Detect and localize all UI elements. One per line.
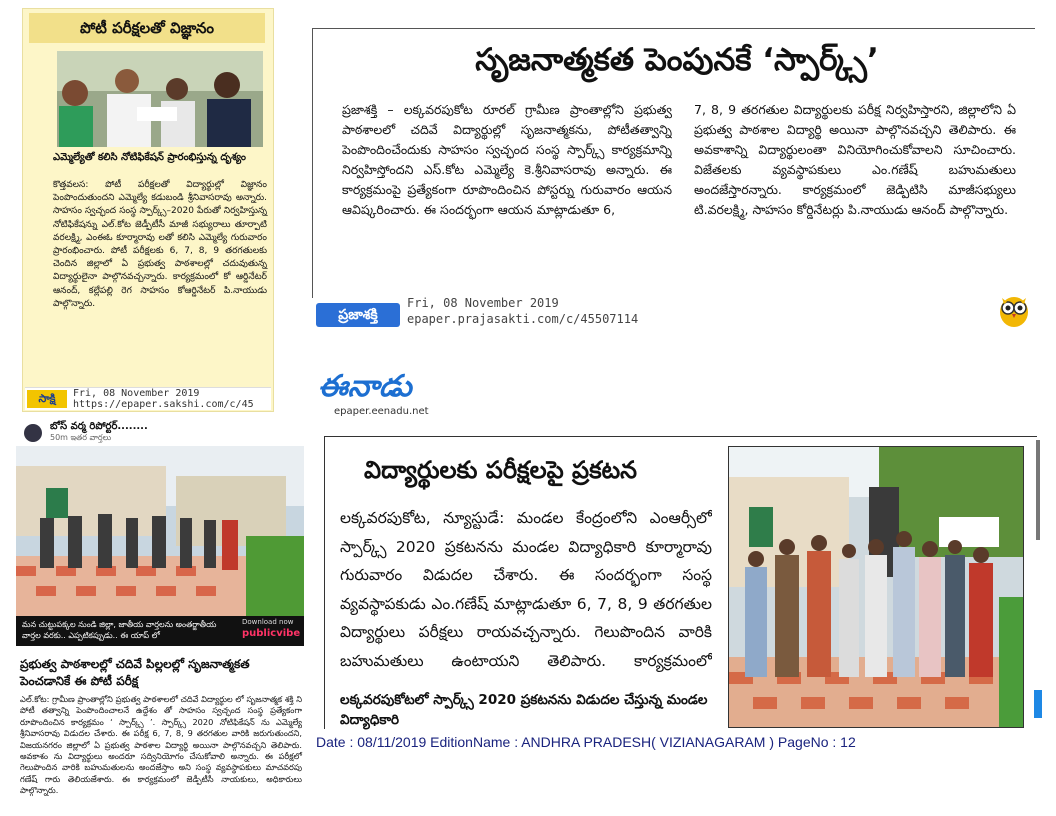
eenadu-url[interactable]: epaper.eenadu.net (334, 406, 429, 417)
publicvibe-body: ఎల్.కోట: గ్రామీణ ప్రాంతాల్లోని ప్రభుత్వ పాఠశాలలో చదివే విద్యార్థుల లో సృజనాత్మక శక్తి ని పోటీ తత్వాన్ని పెంపొందించాలనే ఉద్దేశం తో సాహసం స్వచ్ఛంద సంస్థ ప్రత్యేకంగా రూపొందించిన కార్యక్రమం ‘ స్పార్క్స్ ’. స్పార్క్స్ 2020 నోటిఫికేషన్ ను ఎమ్మెల్యే శ్రీనివాసరావు విడుదల చేశారు. ఈ పరీక్ష 6, 7, 8, 9 తరగతుల వారికి జరుగుతుందని, విజయనగరం జిల్లాలో ఏ ప్రభుత్వ పాఠశాల విద్యార్థి అయినా పాల్గొనవచ్చని తెలిపారు. అవకాశం ను విద్యార్థులు అందరూ సద్వినియోగం చేసుకోవాలి అన్నారు. ఈ పరీక్షలో గెలుపొందిన వారికి బహుమతులను అందజేస్తాం అని సంస్థ వ్యవస్థాపకులు మాచవరపు గణేష్ గారు తెలియజేశారు. ఈ కార్యక్రమంలో జెడ్పీటీసీ నాయకులు, అధికారులు పాల్గొన్నారు. (20, 694, 302, 796)
reporter-name: బోస్ వర్మ రిపోర్టర్........ (50, 421, 148, 432)
publicvibe-title: ప్రభుత్వ పాఠశాలల్లో చదివే పిల్లలల్లో సృజనాత్మకత పెంచడానికే ఈ పోటీ పరీక్ష (20, 657, 250, 688)
eenadu-article-body: లక్కవరపుకోట, న్యూస్టుడే: మండల కేంద్రంలోని ఎంఆర్సీలో స్పార్క్స్ 2020 ప్రకటనను మండల విద్యాధికారి కూర్మారావు గురువారం విడుదల చేశారు. ఈ సందర్భంగా సంస్థ వ్యవస్థాపకుడు ఎం.గణేష్ మాట్లాడుతూ 6, 7, 8, 9 తరగతుల విద్యార్థులు పరీక్షలు రాయవచ్చన్నారు. గెలుపొందిన వారికి బహుమతులు ఉంటాయని తెలిపారు. కార్యక్రమంలో (340, 509, 712, 670)
owl-icon[interactable] (998, 292, 1030, 328)
publicvibe-clipping (14, 418, 306, 800)
edge-marker (1036, 440, 1040, 540)
edition-dateline: Date : 08/11/2019 EditionName : ANDHRA PRADESH( VIZIANAGARAM ) PageNo : 12 (316, 734, 856, 750)
sakshi-photo-caption: ఎమ్మెల్యేతో కలిసి నోటిఫికేషన్ ప్రారంభిస్తున్న దృశ్యం (53, 152, 246, 163)
sakshi-date: Fri, 08 November 2019 (73, 388, 200, 399)
prajasakti-url[interactable]: epaper.prajasakti.com/c/45507114 (407, 312, 639, 326)
eenadu-logo: ఈనాడు (318, 369, 412, 404)
eenadu-clipping (310, 368, 1044, 758)
publicvibe-banner[interactable] (16, 616, 304, 646)
eenadu-headline: విద్యార్థులకు పరీక్షలపై ప్రకటన (364, 456, 637, 484)
post-time: 50m ఇతర వార్తలు (50, 433, 112, 442)
sakshi-url[interactable]: https://epaper.sakshi.com/c/45 (73, 399, 254, 410)
banner-text: మన చుట్టుపక్కల నుండి జిల్లా, జాతీయ వార్తలను అంతర్జాతీయ వార్తల వరకు.. ఎప్పటికప్పుడు.. ఈ యాప్ లో (22, 620, 217, 640)
prajasakti-headline: సృజనాత్మకత పెంపునకే ‘స్పార్క్స్’ (475, 42, 879, 78)
top-rule (312, 28, 1035, 29)
sakshi-clipping (22, 8, 274, 412)
sakshi-footer (25, 387, 271, 410)
download-label[interactable]: Download now (242, 618, 294, 626)
prajasakti-clipping (312, 28, 1035, 330)
prajasakti-logo: ప్రజాశక్తి (316, 303, 400, 327)
sakshi-headline: పోటీ పరీక్షలతో విజ్ఞానం (29, 13, 265, 43)
prajasakti-date: Fri, 08 November 2019 (407, 296, 559, 310)
sakshi-article-body: కొత్తవలస: పోటీ పరీక్షలతో విద్యార్థుల్లో విజ్ఞానం పెంపొందుతుందని ఎమ్మెల్యే కడుబండి శ్రీనివాసరావు అన్నారు. సాహసం స్వచ్ఛంద సంస్థ స్పార్క్స్–2020 పేరుతో నిర్వహిస్తున్న నోటిఫికేషన్ను ఎల్.కోట జెడ్పీటీసీ మాజీ సభ్యురాలు తూర్పాటి వరలక్ష్మి, ఎంఈఓ కూర్మారావు లతో కలిసి ఎమ్మెల్యే గురువారం ప్రారంభించారు. పోటీ పరీక్షలకు 6, 7, 8, 9 తరగతులకు చెందిన జిల్లాలో ఏ ప్రభుత్వ పాఠశాలల్లో చదువుతున్న విద్యార్థులైనా పాల్గొనవచ్చన్నారు. కార్యక్రమంలో కో ఆర్డినేటర్ ఆనంద్, కల్లేపల్లి రెగ సాహసం కోఆర్డినేటర్ పి.నాయుడు పాల్గొన్నారు. (53, 180, 267, 309)
sakshi-logo: సాక్షి (27, 390, 67, 408)
prajasakti-column-1: ప్రజాశక్తి – లక్కవరపుకోట రూరల్ గ్రామీణ ప్రాంతాల్లోని ప్రభుత్వ పాఠశాలలో చదివే విద్యార్థుల్లో సృజనాత్మకను, పోటీతత్వాన్ని పెంపొందించేందుకు సాహసం స్వచ్ఛంద సంస్థ స్పార్క్స్ కార్యక్రమాన్ని నిర్వహిస్తోందని ఎస్.కోట ఎమ్మెల్యే కె.శ్రీనివాసరావు అన్నారు. ఈ కార్యక్రమంపై ప్రత్యేకంగా రూపొందించిన పోస్టర్ను గురువారం ఆయన ఆవిష్కరించారు. ఈ సందర్భంగా ఆయన మాట్లాడుతూ 6, (342, 102, 672, 217)
eenadu-photo-caption: లక్కవరపుకోటలో స్పార్క్స్ 2020 ప్రకటనను విడుదల చేస్తున్న మండల విద్యాధికారి (340, 692, 708, 728)
scroll-marker[interactable] (1034, 690, 1042, 718)
prajasakti-column-2: 7, 8, 9 తరగతుల విద్యార్థులకు పరీక్ష నిర్వహిస్తారని, జిల్లాలోని ఏ ప్రభుత్వ పాఠశాల విద్యార్థి అయినా పాల్గొనవచ్చని తెలిపారు. ఈ అవకాశాన్ని విద్యార్థులంతా వినియోగించుకోవాలని సూచించారు. విజేతలకు వ్యవస్థాపకులు ఎం.గణేష్ బహుమతులు అందజేస్తారన్నారు. కార్యక్రమంలో జెడ్పిటిసి మాజీసభ్యులు టి.వరలక్ష్మి, సాహసం కోర్డినేటర్లు పి.నాయుడు ఆనంద్ పాల్గొన్నారు. (694, 102, 1016, 217)
publicvibe-logo[interactable]: publicvibe (242, 628, 301, 639)
avatar[interactable] (24, 424, 42, 442)
eenadu-photo (728, 446, 1024, 728)
sakshi-photo (57, 51, 263, 147)
left-rule (312, 28, 313, 298)
